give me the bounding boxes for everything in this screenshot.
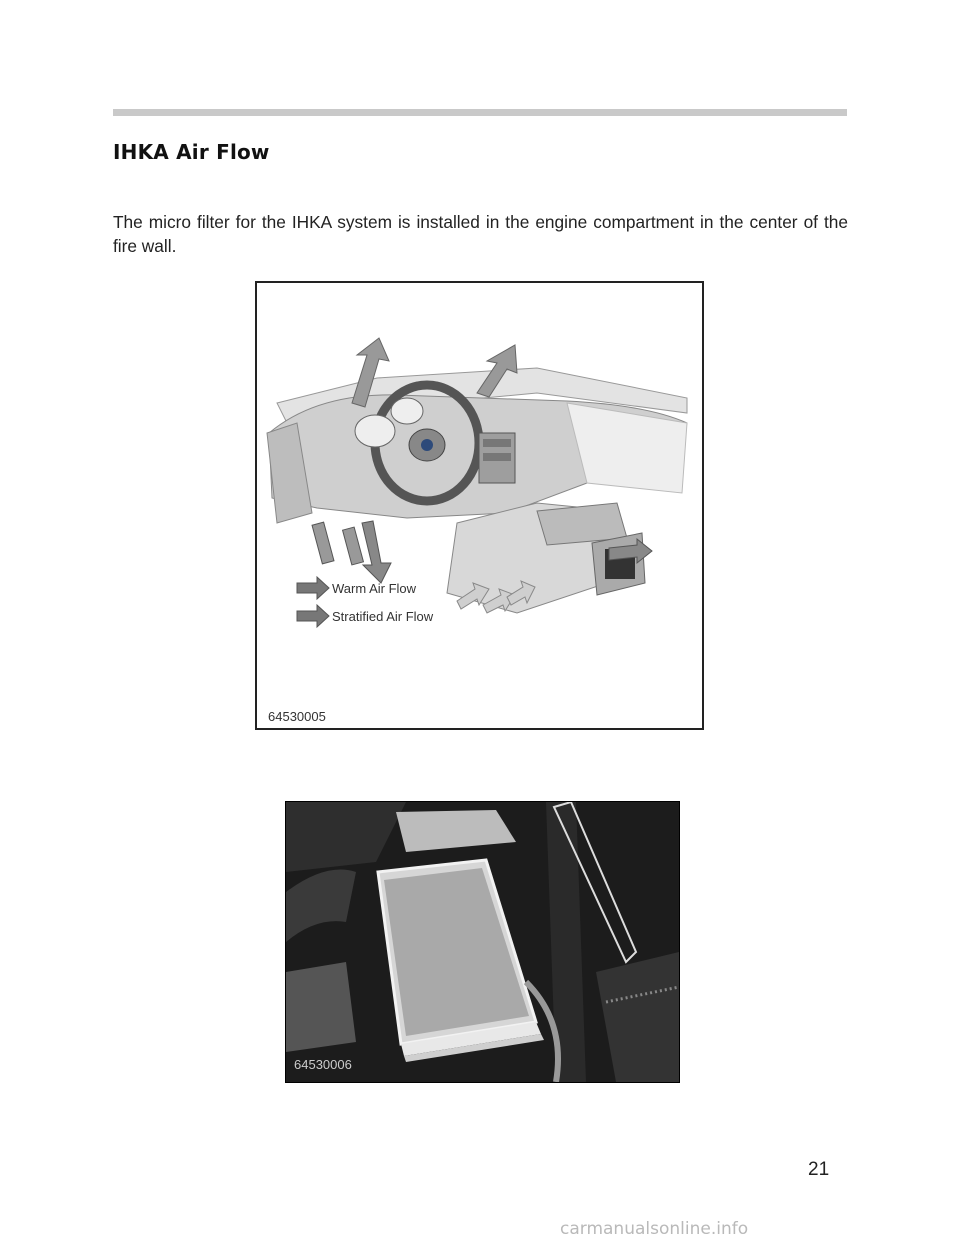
micro-filter-photo	[285, 801, 680, 1083]
section-heading: IHKA Air Flow	[113, 140, 270, 164]
figure-code: 64530005	[268, 709, 326, 724]
page-number: 21	[808, 1159, 830, 1180]
watermark: carmanualsonline.info	[560, 1219, 749, 1239]
dashboard-airflow-figure	[255, 281, 704, 730]
figure-code: 64530006	[294, 1057, 352, 1072]
header-rule	[113, 109, 847, 116]
legend-stratified-air-flow: Stratified Air Flow	[332, 609, 434, 624]
body-paragraph: The micro filter for the IHKA system is installed in the engine compartment in the center of the fire wall.	[113, 212, 848, 256]
dashboard-illustration	[257, 283, 702, 728]
engine-compartment-photo	[286, 802, 679, 1082]
legend-warm-air-flow: Warm Air Flow	[332, 581, 417, 596]
